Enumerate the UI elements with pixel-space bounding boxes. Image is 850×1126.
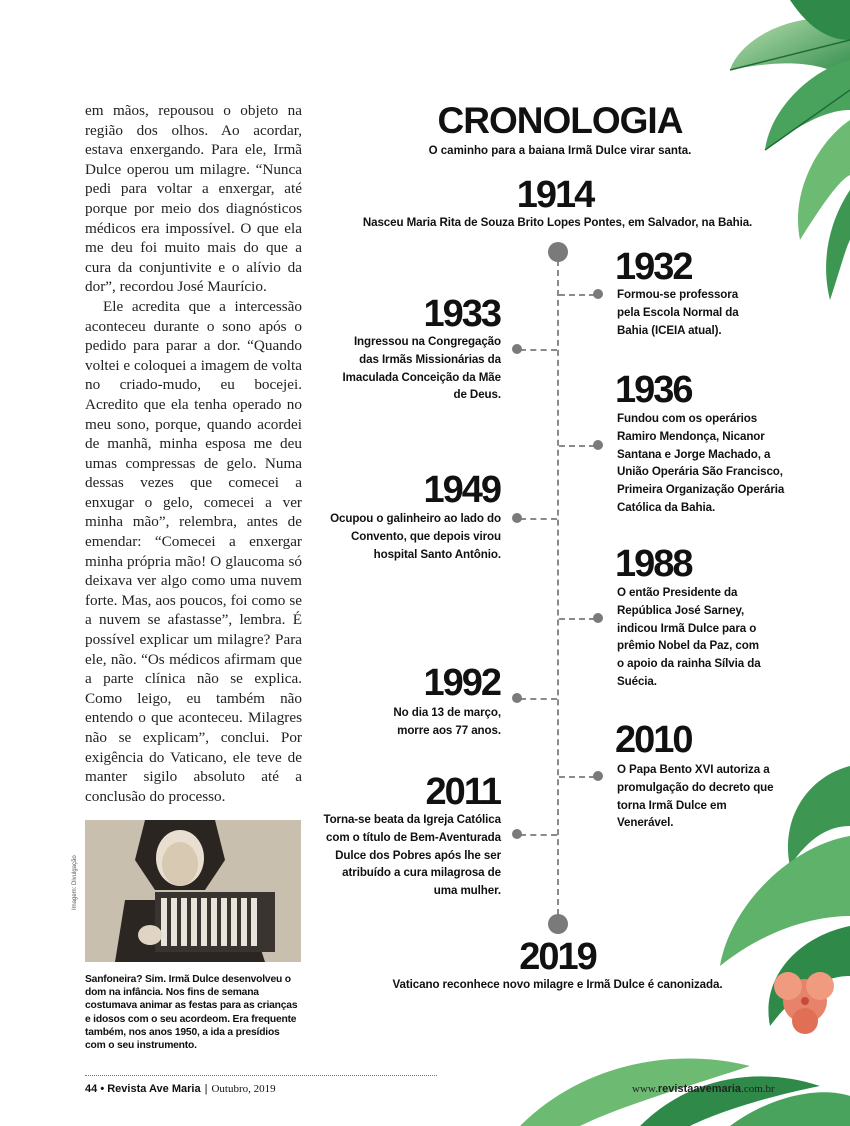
website-link[interactable] <box>632 1083 775 1095</box>
timeline-dot-1988 <box>593 613 603 623</box>
timeline-event-2011: Torna-se beata da Igreja Católica com o título de Bem-Aventurada Dulce dos Pobres após lhe ser atribuído a cura milagrosa de uma mulher. <box>323 813 501 898</box>
caption-text: Irmã Dulce desenvolveu o dom na infância. Nos fins de semana costumava animar as festas para as crianças e idosos com o seu acordeom. Era frequente também, nos anos 1950, a ida a presídios com o seu instrumento. <box>85 974 298 1052</box>
timeline-connector <box>559 618 595 620</box>
timeline-year-1936: 1936 <box>615 369 692 411</box>
timeline-year-1933: 1933 <box>423 293 500 335</box>
photo-caption <box>85 973 302 1052</box>
timeline-dot-2011 <box>512 829 522 839</box>
timeline-dot-2010 <box>593 771 603 781</box>
timeline-subtitle: O caminho para a baiana Irmã Dulce virar santa. <box>428 145 692 157</box>
timeline-start-marker <box>548 242 568 262</box>
timeline-dot-1933 <box>512 344 522 354</box>
timeline-connector <box>559 294 595 296</box>
timeline-dot-1932 <box>593 289 603 299</box>
footer-page-info <box>85 1083 276 1095</box>
timeline-event-1932: Formou-se professora pela Escola Normal da Bahia (ICEIA atual). <box>617 288 739 337</box>
page-number: 44 <box>85 1083 98 1095</box>
timeline-event-1936: Fundou com os operários Ramiro Mendonça, Nicanor Santana e Jorge Machado, a União Operária São Francisco, Primeira Organização Operária Católica da Bahia. <box>617 412 785 514</box>
timeline-year-2019: 2019 <box>519 936 596 978</box>
timeline-dot-1936 <box>593 440 603 450</box>
footer-bullet: • <box>100 1083 105 1095</box>
timeline-connector <box>520 349 557 351</box>
timeline-year-1914: 1914 <box>516 174 594 216</box>
timeline-event-1949: Ocupou o galinheiro ao lado do Convento, que depois virou hospital Santo Antônio. <box>330 512 501 561</box>
timeline-dot-1992 <box>512 693 522 703</box>
timeline-event-1988: O então Presidente da República José Sarney, indicou Irmã Dulce para o prêmio Nobel da Paz, com o apoio da rainha Sílvia da Suécia. <box>617 586 761 688</box>
timeline-title: CRONOLOGIA <box>437 100 683 141</box>
footer-separator: | <box>204 1083 208 1095</box>
timeline-connector <box>520 518 557 520</box>
url-brand: revistaavemaria <box>657 1083 742 1095</box>
timeline-year-1992: 1992 <box>423 662 500 704</box>
photo-credit: Imagem: Divulgação <box>72 855 78 910</box>
timeline-year-1932: 1932 <box>615 246 692 288</box>
timeline-connector <box>520 834 557 836</box>
url-prefix: www. <box>632 1083 658 1095</box>
timeline-event-1914: Nasceu Maria Rita de Souza Brito Lopes Pontes, em Salvador, na Bahia. <box>362 216 753 229</box>
timeline-event-1933: Ingressou na Congregação das Irmãs Missionárias da Imaculada Conceição da Mãe de Deus. <box>342 335 501 402</box>
article-body <box>85 101 302 806</box>
timeline-event-1992: No dia 13 de março, morre aos 77 anos. <box>393 706 501 737</box>
timeline-year-2010: 2010 <box>615 719 692 761</box>
article-paragraph: em mãos, repousou o objeto na região dos olhos. Ao acordar, estava enxergando. Para ele, Irmã Dulce operou um milagre. “Nunca pedi para voltar a enxergar, até porque por meio dos diagnósticos médicos era impossível. O que ela me deu foi muito mais do que a cura da conjuntivite e o alívio da dor”, recordou José Maurício. <box>85 102 302 296</box>
issue-date: Outubro, 2019 <box>211 1083 276 1095</box>
timeline-year-1988: 1988 <box>615 543 692 585</box>
timeline-event-2019: Vaticano reconhece novo milagre e Irmã Dulce é canonizada. <box>392 978 723 991</box>
timeline-event-2010: O Papa Bento XVI autoriza a promulgação do decreto que torna Irmã Dulce em Venerável. <box>617 763 774 830</box>
timeline-year-1949: 1949 <box>423 469 500 511</box>
article-paragraph: Ele acredita que a intercessão aconteceu durante o sono após o pedido para parar a dor. “Quando voltei e coloquei a imagem de volta no criado-mudo, eu bocejei. Acredito que ela tenha operado no meu sono, porque, quando acordei de manhã, minha esposa me deu umas compressas de gelo. Numa dessas vezes que comecei a enxugar o gelo, comecei a ver minha mão”, relembra, antes de emendar: “Comecei a enxergar minha própria mão! O glaucoma só deixava ver algo como uma nuvem forte. Mas, aos poucos, foi como se a nuvem se afastasse”, lembra. É possível explicar um milagre? Para ele, não. “Os médicos afirmam que a parte clínica não se explica. Como leigo, eu também não entendo o que aconteceu. Milagres não se explicam”, conclui. Por exigência do Vaticano, ele teve de manter sigilo absoluto até a conclusão do processo. <box>85 297 302 805</box>
timeline-connector <box>520 698 557 700</box>
url-suffix: .com.br <box>741 1083 775 1095</box>
magazine-name: Revista Ave Maria <box>107 1083 201 1095</box>
nun-with-accordion-picture <box>85 820 301 962</box>
timeline-connector <box>559 776 595 778</box>
timeline-axis <box>557 250 559 925</box>
timeline-connector <box>559 445 595 447</box>
timeline-dot-1949 <box>512 513 522 523</box>
caption-lead: Sanfoneira? Sim. <box>85 974 166 985</box>
footer-divider <box>85 1075 437 1076</box>
timeline-year-2011: 2011 <box>425 771 500 813</box>
irma-dulce-accordion-photo <box>85 820 301 962</box>
timeline-end-marker <box>548 914 568 934</box>
